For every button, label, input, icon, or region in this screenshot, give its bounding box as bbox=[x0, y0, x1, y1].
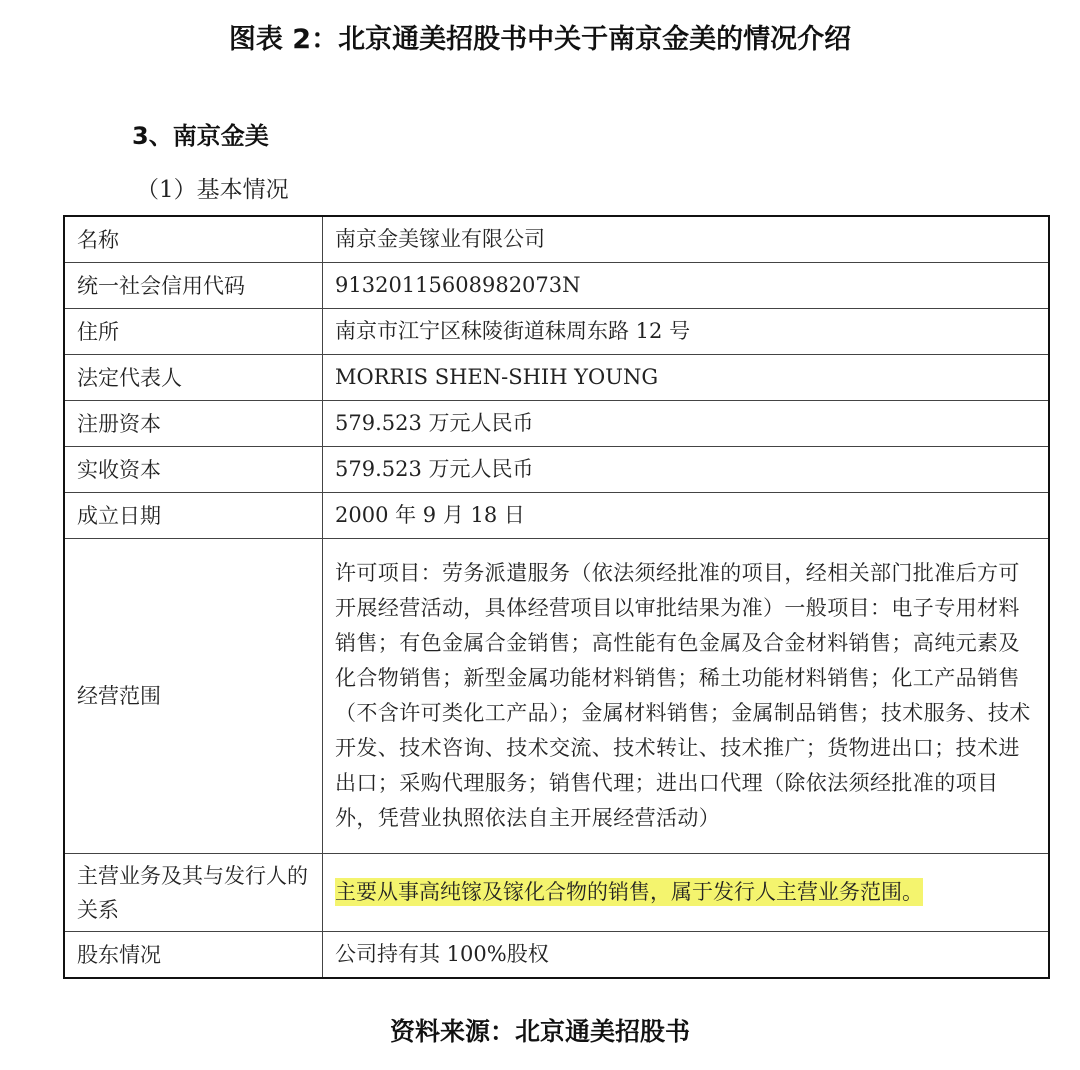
company-info-table bbox=[63, 215, 1050, 979]
source-note: 资料来源：北京通美招股书 bbox=[389, 1017, 690, 1046]
table-row bbox=[64, 216, 1049, 263]
row-label-credit-code: 统一社会信用代码 bbox=[64, 263, 323, 309]
row-value-registered-capital: 579.523 万元人民币 bbox=[323, 401, 1050, 447]
table-row bbox=[64, 309, 1049, 355]
row-label-established-date: 成立日期 bbox=[64, 493, 323, 539]
sub-heading: （1）基本情况 bbox=[136, 177, 289, 203]
row-label-name: 名称 bbox=[64, 216, 323, 263]
table-row bbox=[64, 539, 1049, 854]
row-label-main-business-relation: 主营业务及其与发行人的关系 bbox=[64, 854, 323, 932]
table-row bbox=[64, 493, 1049, 539]
row-value-credit-code: 9132011560898207‍3N bbox=[323, 263, 1050, 309]
row-value-shareholding: 公司持有其 100%股权 bbox=[323, 932, 1050, 979]
row-label-address: 住所 bbox=[64, 309, 323, 355]
figure-title: 图表 2：北京通美招股书中关于南京金美的情况介绍 bbox=[228, 24, 852, 55]
table-row bbox=[64, 854, 1049, 932]
row-label-registered-capital: 注册资本 bbox=[64, 401, 323, 447]
section-heading: 3、南京金美 bbox=[132, 122, 269, 150]
row-label-legal-representative: 法定代表人 bbox=[64, 355, 323, 401]
row-value-legal-representative: MORRIS SHEN-SHIH YOUNG bbox=[323, 355, 1050, 401]
table-row bbox=[64, 355, 1049, 401]
table-row bbox=[64, 932, 1049, 979]
highlighted-text: 主要从事高纯镓及镓化合物的销售，属于发行人主营业务范围。 bbox=[335, 880, 923, 904]
row-value-paid-in-capital: 579.523 万元人民币 bbox=[323, 447, 1050, 493]
row-value-address: 南京市江宁区秣陵街道秣周东路 12 号 bbox=[323, 309, 1050, 355]
table-row bbox=[64, 263, 1049, 309]
row-label-shareholding: 股东情况 bbox=[64, 932, 323, 979]
table-row bbox=[64, 447, 1049, 493]
row-label-business-scope: 经营范围 bbox=[64, 539, 323, 854]
row-value-main-business-relation bbox=[323, 854, 1050, 932]
row-value-business-scope: 许可项目：劳务派遣服务（依法须经批准的项目，经相关部门批准后方可开展经营活动，具体经营项目以审批结果为准）一般项目：电子专用材料销售；有色金属合金销售；高性能有色金属及合金材料销售；高纯元素及化合物销售；新型金属功能材料销售；稀土功能材料销售；化工产品销售（不含许可类化工产品）；金属材料销售；金属制品销售；技术服务、技术开发、技术咨询、技术交流、技术转让、技术推广；货物进出口；技术进出口；采购代理服务；销售代理；进出口代理（除依法须经批准的项目外，凭营业执照依法自主开展经营活动） bbox=[323, 539, 1050, 854]
table-row bbox=[64, 401, 1049, 447]
row-value-name: 南京金美镓业有限公司 bbox=[323, 216, 1050, 263]
row-value-established-date: 2000 年 9 月 18 日 bbox=[323, 493, 1050, 539]
row-label-paid-in-capital: 实收资本 bbox=[64, 447, 323, 493]
